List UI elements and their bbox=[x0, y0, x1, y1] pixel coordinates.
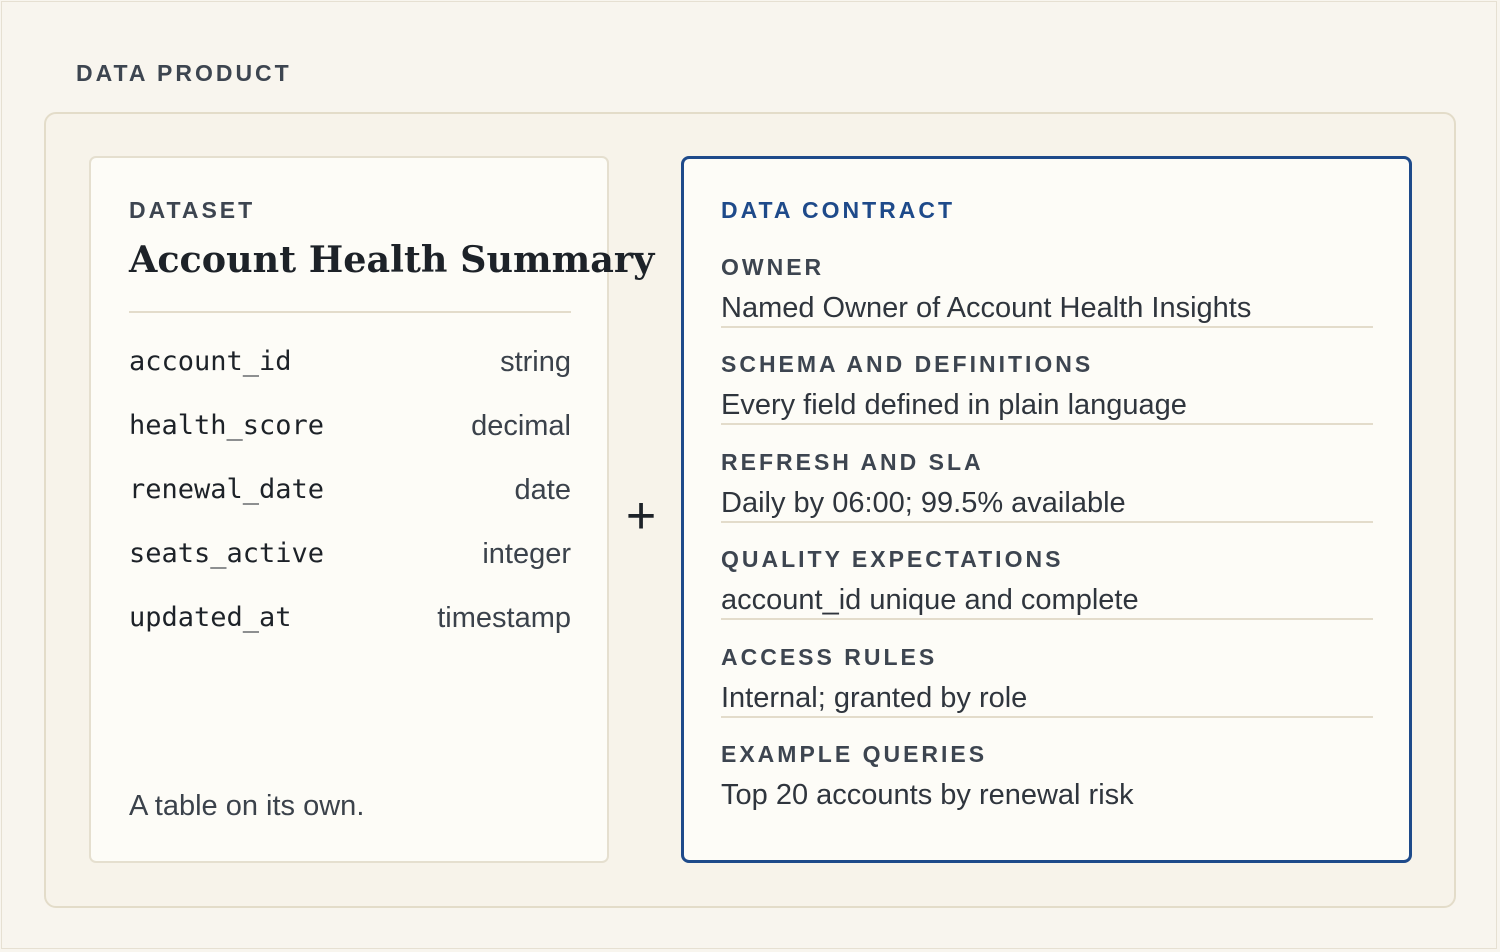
section-value: Every field defined in plain language bbox=[721, 389, 1187, 421]
section-divider bbox=[721, 716, 1373, 718]
field-name: account_id bbox=[129, 346, 292, 377]
field-row bbox=[129, 538, 571, 578]
dataset-card bbox=[89, 156, 655, 863]
field-row bbox=[129, 474, 571, 514]
page-eyebrow: DATA PRODUCT bbox=[76, 60, 292, 86]
contract-section-quality bbox=[721, 544, 1373, 620]
contract-section-refresh bbox=[721, 447, 1373, 523]
field-row bbox=[129, 346, 571, 386]
dataset-footnote: A table on its own. bbox=[129, 790, 365, 822]
field-type: string bbox=[500, 346, 571, 378]
dataset-title: Account Health Summary bbox=[129, 238, 655, 281]
field-type: decimal bbox=[471, 410, 571, 442]
field-row bbox=[129, 602, 571, 642]
section-heading: OWNER bbox=[721, 254, 825, 280]
field-name: seats_active bbox=[129, 538, 325, 569]
section-value: Daily by 06:00; 99.5% available bbox=[721, 487, 1126, 519]
contract-label: DATA CONTRACT bbox=[721, 197, 956, 223]
section-heading: ACCESS RULES bbox=[721, 644, 938, 670]
dataset-label: DATASET bbox=[129, 197, 256, 223]
contract-section-schema bbox=[721, 349, 1373, 425]
section-divider bbox=[721, 618, 1373, 620]
section-heading: EXAMPLE QUERIES bbox=[721, 741, 988, 767]
section-divider bbox=[721, 423, 1373, 425]
section-heading: SCHEMA AND DEFINITIONS bbox=[721, 351, 1094, 377]
section-heading: QUALITY EXPECTATIONS bbox=[721, 546, 1064, 572]
field-name: renewal_date bbox=[129, 474, 325, 505]
section-value: Top 20 accounts by renewal risk bbox=[721, 779, 1134, 811]
field-row bbox=[129, 410, 571, 450]
contract-section-access bbox=[721, 642, 1373, 718]
section-value: Named Owner of Account Health Insights bbox=[721, 292, 1252, 324]
dataset-divider bbox=[129, 311, 571, 313]
section-divider bbox=[721, 521, 1373, 523]
field-type: date bbox=[514, 474, 571, 506]
field-name: updated_at bbox=[129, 602, 292, 633]
field-type: integer bbox=[482, 538, 571, 570]
contract-section-examples bbox=[721, 739, 1373, 813]
section-divider bbox=[721, 326, 1373, 328]
plus-connector: + bbox=[625, 487, 657, 545]
section-value: account_id unique and complete bbox=[721, 584, 1139, 616]
section-value: Internal; granted by role bbox=[721, 682, 1028, 714]
field-type: timestamp bbox=[437, 602, 571, 634]
data-contract-card bbox=[681, 156, 1412, 863]
contract-section-owner bbox=[721, 252, 1373, 328]
section-heading: REFRESH AND SLA bbox=[721, 449, 984, 475]
field-name: health_score bbox=[129, 410, 325, 441]
